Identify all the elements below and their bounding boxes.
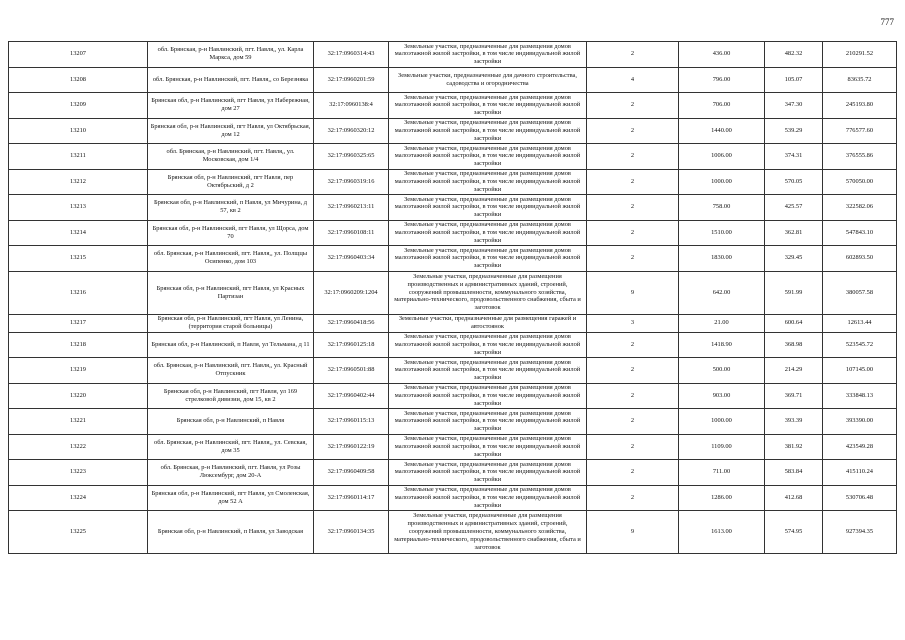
specific-value-cell: 362.81 xyxy=(765,220,823,246)
address-cell: обл. Брянская, р-н Навлинский, пгт. Навля,, ул. Севская, дом 35 xyxy=(148,434,314,460)
cadastral-number-cell: 32:17:0960122:19 xyxy=(314,434,389,460)
group-number-cell: 2 xyxy=(587,383,679,409)
land-use-cell: Земельные участки, предназначенные для размещения домов малоэтажной жилой застройки, в том числе индивидуальной жилой застройки xyxy=(389,220,587,246)
land-use-cell: Земельные участки, предназначенные для размещения домов малоэтажной жилой застройки, в том числе индивидуальной жилой застройки xyxy=(389,144,587,170)
cadastral-value-cell: 376555.86 xyxy=(823,144,897,170)
specific-value-cell: 393.39 xyxy=(765,409,823,435)
row-number-cell: 13221 xyxy=(9,409,148,435)
specific-value-cell: 214.29 xyxy=(765,358,823,384)
group-number-cell: 9 xyxy=(587,511,679,554)
cadastral-value-cell: 927394.35 xyxy=(823,511,897,554)
group-number-cell: 2 xyxy=(587,409,679,435)
area-cell: 796.00 xyxy=(679,67,765,93)
area-cell: 1109.00 xyxy=(679,434,765,460)
row-number-cell: 13220 xyxy=(9,383,148,409)
cadastral-number-cell: 32:17:0960418:56 xyxy=(314,314,389,332)
specific-value-cell: 591.99 xyxy=(765,271,823,314)
row-number-cell: 13223 xyxy=(9,460,148,486)
cadastral-number-cell: 32:17:0960213:11 xyxy=(314,195,389,221)
table-body xyxy=(9,42,897,554)
cadastral-number-cell: 32:17:0960409:58 xyxy=(314,460,389,486)
cadastral-value-cell: 107145.00 xyxy=(823,358,897,384)
table-row xyxy=(9,314,897,332)
table-row xyxy=(9,409,897,435)
group-number-cell: 2 xyxy=(587,434,679,460)
address-cell: обл. Брянская, р-н Навлинский, пгт. Навля,, ул. Московская, дом 1/4 xyxy=(148,144,314,170)
land-use-cell: Земельные участки, предназначенные для размещения домов малоэтажной жилой застройки, в том числе индивидуальной жилой застройки xyxy=(389,332,587,358)
row-number-cell: 13222 xyxy=(9,434,148,460)
address-cell: Брянская обл, р-н Навлинский, пгт Навля, ул Смоленская, дом 52 А xyxy=(148,485,314,511)
land-use-cell: Земельные участки, предназначенные для размещения домов малоэтажной жилой застройки, в том числе индивидуальной жилой застройки xyxy=(389,93,587,119)
specific-value-cell: 105.07 xyxy=(765,67,823,93)
group-number-cell: 2 xyxy=(587,118,679,144)
row-number-cell: 13216 xyxy=(9,271,148,314)
specific-value-cell: 482.32 xyxy=(765,42,823,68)
cadastral-number-cell: 32:17:0960501:88 xyxy=(314,358,389,384)
area-cell: 706.00 xyxy=(679,93,765,119)
cadastral-value-cell: 570050.00 xyxy=(823,169,897,195)
land-use-cell: Земельные участки, предназначенные для размещения гаражей и автостоянок xyxy=(389,314,587,332)
table-row xyxy=(9,220,897,246)
cadastral-value-cell: 423549.28 xyxy=(823,434,897,460)
row-number-cell: 13224 xyxy=(9,485,148,511)
address-cell: Брянская обл, р-н Навлинский, п Навля, ул Тельмана, д 11 xyxy=(148,332,314,358)
cadastral-value-cell: 530706.48 xyxy=(823,485,897,511)
land-use-cell: Земельные участки, предназначенные для размещения домов малоэтажной жилой застройки, в том числе индивидуальной жилой застройки xyxy=(389,460,587,486)
group-number-cell: 2 xyxy=(587,485,679,511)
specific-value-cell: 570.05 xyxy=(765,169,823,195)
specific-value-cell: 539.29 xyxy=(765,118,823,144)
specific-value-cell: 425.57 xyxy=(765,195,823,221)
row-number-cell: 13217 xyxy=(9,314,148,332)
area-cell: 21.00 xyxy=(679,314,765,332)
group-number-cell: 2 xyxy=(587,460,679,486)
cadastral-value-cell: 83635.72 xyxy=(823,67,897,93)
table-row xyxy=(9,511,897,554)
area-cell: 1510.00 xyxy=(679,220,765,246)
address-cell: Брянская обл, р-н Навлинский, пгт Навля, ул Щорса, дом 70 xyxy=(148,220,314,246)
area-cell: 1000.00 xyxy=(679,409,765,435)
area-cell: 1418.90 xyxy=(679,332,765,358)
address-cell: Брянская обл, р-н Навлинский, пгт Навля, пер Октябрьский, д 2 xyxy=(148,169,314,195)
page-number: 777 xyxy=(880,17,894,27)
cadastral-value-cell: 322582.06 xyxy=(823,195,897,221)
group-number-cell: 2 xyxy=(587,220,679,246)
group-number-cell: 3 xyxy=(587,314,679,332)
row-number-cell: 13214 xyxy=(9,220,148,246)
cadastral-number-cell: 32:17:0960201:59 xyxy=(314,67,389,93)
group-number-cell: 9 xyxy=(587,271,679,314)
table-row xyxy=(9,383,897,409)
cadastral-value-cell: 380057.58 xyxy=(823,271,897,314)
address-cell: обл. Брянская, р-н Навлинский, пгт. Навля, ул Розы Люксембург, дом 20-А xyxy=(148,460,314,486)
table-row xyxy=(9,144,897,170)
area-cell: 436.00 xyxy=(679,42,765,68)
table-row xyxy=(9,93,897,119)
specific-value-cell: 381.92 xyxy=(765,434,823,460)
land-use-cell: Земельные участки, предназначенные для размещения домов малоэтажной жилой застройки, в том числе индивидуальной жилой застройки xyxy=(389,383,587,409)
area-cell: 500.00 xyxy=(679,358,765,384)
row-number-cell: 13211 xyxy=(9,144,148,170)
table-row xyxy=(9,271,897,314)
area-cell: 903.00 xyxy=(679,383,765,409)
row-number-cell: 13225 xyxy=(9,511,148,554)
area-cell: 1830.00 xyxy=(679,246,765,272)
address-cell: Брянская обл, р-н Навлинский, п Навля xyxy=(148,409,314,435)
row-number-cell: 13215 xyxy=(9,246,148,272)
group-number-cell: 2 xyxy=(587,169,679,195)
cadastral-number-cell: 32:17:0960209:1204 xyxy=(314,271,389,314)
cadastral-value-cell: 333848.13 xyxy=(823,383,897,409)
cadastral-value-cell: 245193.80 xyxy=(823,93,897,119)
land-use-cell: Земельные участки, предназначенные для размещения домов малоэтажной жилой застройки, в том числе индивидуальной жилой застройки xyxy=(389,434,587,460)
land-use-cell: Земельные участки, предназначенные для дачного строительства, садоводства и огородничества xyxy=(389,67,587,93)
cadastral-number-cell: 32:17:0960115:13 xyxy=(314,409,389,435)
land-use-cell: Земельные участки, предназначенные для размещения домов малоэтажной жилой застройки, в том числе индивидуальной жилой застройки xyxy=(389,485,587,511)
cadastral-value-cell: 547843.10 xyxy=(823,220,897,246)
specific-value-cell: 368.98 xyxy=(765,332,823,358)
cadastral-number-cell: 32:17:0960403:34 xyxy=(314,246,389,272)
specific-value-cell: 329.45 xyxy=(765,246,823,272)
group-number-cell: 2 xyxy=(587,144,679,170)
cadastral-number-cell: 32:17:0960134:35 xyxy=(314,511,389,554)
cadastral-value-cell: 415110.24 xyxy=(823,460,897,486)
cadastral-number-cell: 32:17:0960138:4 xyxy=(314,93,389,119)
table-row xyxy=(9,42,897,68)
specific-value-cell: 600.64 xyxy=(765,314,823,332)
table-row xyxy=(9,118,897,144)
cadastral-value-cell: 12613.44 xyxy=(823,314,897,332)
group-number-cell: 2 xyxy=(587,246,679,272)
cadastral-value-table xyxy=(8,41,897,554)
table-row xyxy=(9,485,897,511)
specific-value-cell: 347.30 xyxy=(765,93,823,119)
address-cell: Брянская обл, р-н Навлинский, пгт Навля, ул 169 стрелковой дивизии, дом 15, кв 2 xyxy=(148,383,314,409)
group-number-cell: 4 xyxy=(587,67,679,93)
land-use-cell: Земельные участки, предназначенные для размещения домов малоэтажной жилой застройки, в том числе индивидуальной жилой застройки xyxy=(389,358,587,384)
cadastral-number-cell: 32:17:0960314:43 xyxy=(314,42,389,68)
row-number-cell: 13208 xyxy=(9,67,148,93)
address-cell: Брянская обл, р-н Навлинский, п Навля, ул Заводская xyxy=(148,511,314,554)
group-number-cell: 2 xyxy=(587,195,679,221)
cadastral-number-cell: 32:17:0960125:18 xyxy=(314,332,389,358)
land-use-cell: Земельные участки, предназначенные для размещения производственных и административных зданий, строений, сооружений промышленности, коммунального хозяйства, материально-технического, продовольственного снабжения, сбыта и заготовок xyxy=(389,511,587,554)
cadastral-number-cell: 32:17:0960114:17 xyxy=(314,485,389,511)
land-use-cell: Земельные участки, предназначенные для размещения домов малоэтажной жилой застройки, в том числе индивидуальной жилой застройки xyxy=(389,409,587,435)
specific-value-cell: 412.68 xyxy=(765,485,823,511)
cadastral-number-cell: 32:17:0960108:11 xyxy=(314,220,389,246)
table-row xyxy=(9,358,897,384)
address-cell: обл. Брянская, р-н Навлинский, пгт. Навля,, ул. Карла Маркса, дом 59 xyxy=(148,42,314,68)
address-cell: обл. Брянская, р-н Навлинский, пгт. Навля,, со Березняка xyxy=(148,67,314,93)
land-use-cell: Земельные участки, предназначенные для размещения домов малоэтажной жилой застройки, в том числе индивидуальной жилой застройки xyxy=(389,195,587,221)
cadastral-value-cell: 776577.60 xyxy=(823,118,897,144)
area-cell: 758.00 xyxy=(679,195,765,221)
address-cell: обл. Брянская, р-н Навлинский, пгт. Навля,, ул. Красный Отпускник xyxy=(148,358,314,384)
specific-value-cell: 369.71 xyxy=(765,383,823,409)
address-cell: обл. Брянская, р-н Навлинский, пгт. Навля,, ул. Полщцы Осипенко, дом 103 xyxy=(148,246,314,272)
table-row xyxy=(9,169,897,195)
address-cell: Брянская обл, р-н Навлинский, п Навля, ул Мичурина, д 57, кв 2 xyxy=(148,195,314,221)
group-number-cell: 2 xyxy=(587,93,679,119)
row-number-cell: 13218 xyxy=(9,332,148,358)
area-cell: 1440.00 xyxy=(679,118,765,144)
area-cell: 1000.00 xyxy=(679,169,765,195)
land-use-cell: Земельные участки, предназначенные для размещения домов малоэтажной жилой застройки, в том числе индивидуальной жилой застройки xyxy=(389,118,587,144)
specific-value-cell: 574.95 xyxy=(765,511,823,554)
row-number-cell: 13210 xyxy=(9,118,148,144)
cadastral-value-cell: 602893.50 xyxy=(823,246,897,272)
cadastral-number-cell: 32:17:0960320:12 xyxy=(314,118,389,144)
row-number-cell: 13213 xyxy=(9,195,148,221)
land-use-cell: Земельные участки, предназначенные для размещения домов малоэтажной жилой застройки, в том числе индивидуальной жилой застройки xyxy=(389,42,587,68)
specific-value-cell: 374.31 xyxy=(765,144,823,170)
address-cell: Брянская обл, р-н Навлинский, пгт Навля, ул Октябрьская, дом 12 xyxy=(148,118,314,144)
address-cell: Брянская обл, р-н Навлинский, пгт Навля, ул Красных Партизан xyxy=(148,271,314,314)
group-number-cell: 2 xyxy=(587,332,679,358)
area-cell: 1613.00 xyxy=(679,511,765,554)
cadastral-number-cell: 32:17:0960402:44 xyxy=(314,383,389,409)
cadastral-value-cell: 210291.52 xyxy=(823,42,897,68)
row-number-cell: 13209 xyxy=(9,93,148,119)
table-row xyxy=(9,67,897,93)
address-cell: Брянская обл, р-н Навлинский, пгт Навля, ул Ленина, (территория старой больницы) xyxy=(148,314,314,332)
area-cell: 1006.00 xyxy=(679,144,765,170)
area-cell: 711.00 xyxy=(679,460,765,486)
table-row xyxy=(9,332,897,358)
cadastral-value-cell: 523545.72 xyxy=(823,332,897,358)
cadastral-number-cell: 32:17:0960319:16 xyxy=(314,169,389,195)
table-row xyxy=(9,434,897,460)
table-row xyxy=(9,460,897,486)
row-number-cell: 13212 xyxy=(9,169,148,195)
address-cell: Брянская обл, р-н Навлинский, пгт Навля, ул Набережная, дом 27 xyxy=(148,93,314,119)
row-number-cell: 13207 xyxy=(9,42,148,68)
table-row xyxy=(9,195,897,221)
area-cell: 1286.00 xyxy=(679,485,765,511)
specific-value-cell: 583.84 xyxy=(765,460,823,486)
area-cell: 642.00 xyxy=(679,271,765,314)
land-use-cell: Земельные участки, предназначенные для размещения производственных и административных зданий, строений, сооружений промышленности, коммунального хозяйства, материально-технического, продовольственного снабжения, сбыта и заготовок xyxy=(389,271,587,314)
cadastral-value-cell: 393390.00 xyxy=(823,409,897,435)
land-use-cell: Земельные участки, предназначенные для размещения домов малоэтажной жилой застройки, в том числе индивидуальной жилой застройки xyxy=(389,246,587,272)
land-use-cell: Земельные участки, предназначенные для размещения домов малоэтажной жилой застройки, в том числе индивидуальной жилой застройки xyxy=(389,169,587,195)
group-number-cell: 2 xyxy=(587,42,679,68)
group-number-cell: 2 xyxy=(587,358,679,384)
table-row xyxy=(9,246,897,272)
cadastral-number-cell: 32:17:0960325:65 xyxy=(314,144,389,170)
row-number-cell: 13219 xyxy=(9,358,148,384)
